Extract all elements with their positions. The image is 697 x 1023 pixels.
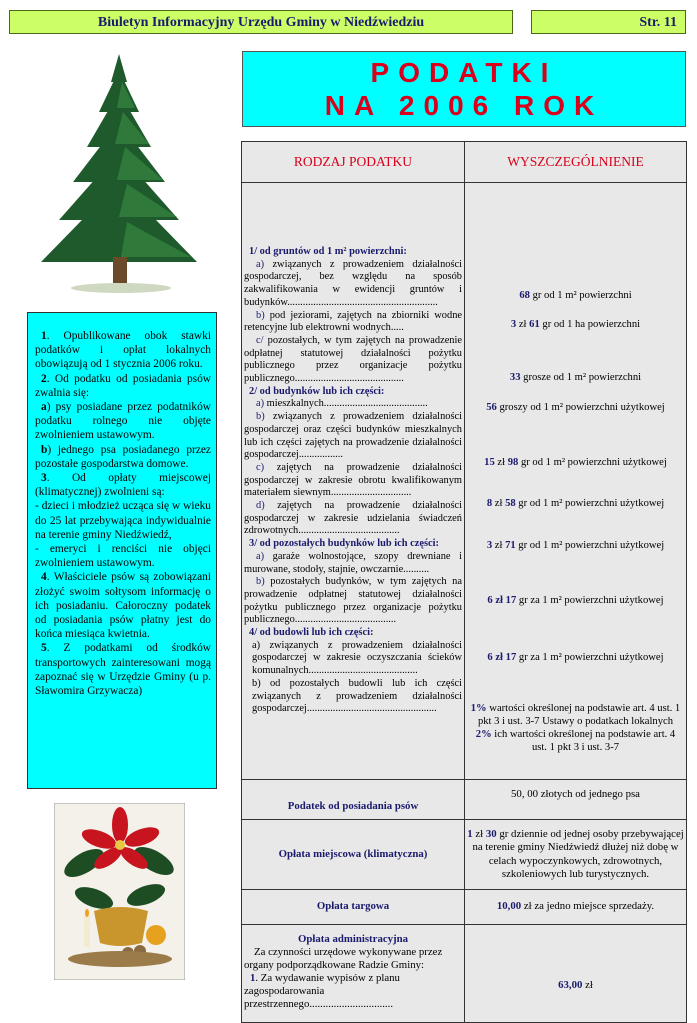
admin-fee-description: Za czynności urzędowe wykonywane przez organy podporządkowane Radzie Gminy: <box>244 946 443 972</box>
page-number: Str. 11 <box>531 10 686 34</box>
info-p2a: a) psy posiadane przez podatników podatku rolnego nie objęte zwolnieniem ustawowym. <box>35 401 211 442</box>
item-2b: b) związanych z prowadzeniem działalności gospodarczej oraz części budynków mieszkalnych lub ich części zajętych na prowadzenie działalności gospodarczej................. <box>244 411 462 461</box>
page-title <box>242 51 686 127</box>
rate-2a: 56 groszy od 1 m² powierzchni użytkowej <box>486 402 665 414</box>
info-box <box>27 312 217 789</box>
item-1a: a) związanych z prowadzeniem działalności gospodarczej, bez względu na sposób zakwalifikowania w ewidencji gruntów i budynków.......................................................... <box>244 258 462 308</box>
title-line-1: PODATKI <box>370 57 558 88</box>
item-4b: b) od pozostałych budowli lub ich części związanych z prowadzeniem działalności gospodarczej.................................................. <box>252 677 462 715</box>
land-building-tax-types <box>242 183 465 780</box>
section-3-heading: 3/ od pozostałych budynków lub ich części: <box>249 538 439 550</box>
item-3b: b) pozostałych budynków, w tym zajętych na prowadzenie odpłatnej statutowej działalności pożytku publicznego przez organizacje pożytku publicznego....................................... <box>244 576 462 626</box>
bulletin-title: Biuletyn Informacyjny Urzędu Gminy w Niedźwiedziu <box>9 10 513 34</box>
table-row <box>242 820 687 890</box>
dog-tax-label: Podatek od posiadania psów <box>242 780 465 820</box>
resort-fee-label: Opłata miejscowa (klimatyczna) <box>242 820 465 890</box>
rate-2c: 8 zł 58 gr od 1 m² powierzchni użytkowej <box>486 498 665 510</box>
resort-fee-rate: 1 zł 30 gr dziennie od jednej osoby przebywającej na terenie gminy Niedźwiedź dłużej niż dobę w celach wypoczynkowych, zdrowotnych, szkoleniowych lub turystycznych. <box>465 820 687 890</box>
info-p3a: - dzieci i młodzież ucząca się w wieku do 25 lat przebywająca indywidualnie na terenie gminy Niedźwiedź, <box>35 500 211 541</box>
rate-1c: 33 grosze od 1 m² powierzchni <box>509 372 642 384</box>
table-row <box>242 925 687 1023</box>
admin-fee-item-1: 1. Za wydawanie wypisów z planu zagospodarowania przestrzennego............................... <box>244 972 400 1011</box>
dog-tax-rate: 50, 00 złotych od jednego psa <box>465 780 687 820</box>
tax-table <box>241 141 687 1023</box>
rate-2b: 15 zł 98 gr od 1 m² powierzchni użytkowej <box>484 457 667 469</box>
item-1b: b) pod jeziorami, zajętych na zbiorniki wodne retencyjne lub elektrowni wodnych..... <box>244 309 462 334</box>
info-p1: 1. Opublikowane obok stawki podatków i opłat lokalnych obowiązują od 1 stycznia 2006 roku. <box>35 330 211 371</box>
item-4a: a) związanych z prowadzeniem działalności gospodarczej w zakresie oczyszczania ścieków komunalnych.......................................... <box>252 639 462 677</box>
poinsettia-image <box>54 803 185 980</box>
rate-1a: 68 gr od 1 m² powierzchni <box>519 290 632 301</box>
rate-3b: 6 zł 17 gr za 1 m² powierzchni użytkowej <box>487 651 664 663</box>
info-p5: 5. Z podatkami od środków transportowych zainteresowani mogą zapoznać się w Urzędzie Gminy (u p. Sławomira Grzywacza) <box>35 642 211 698</box>
rate-1b: 3 zł 61 gr od 1 ha powierzchni <box>510 319 641 331</box>
table-row <box>242 780 687 820</box>
item-2d: d) zajętych na prowadzenie działalności gospodarczej w zakresie udzielania świadczeń zdrowotnych....................................... <box>244 500 462 537</box>
section-4-heading: 4/ od budowli lub ich części: <box>249 627 374 639</box>
item-2a: a) mieszkalnych........................................ <box>256 398 428 410</box>
market-fee-rate: 10,00 zł za jedno miejsce sprzedaży. <box>465 890 687 925</box>
market-fee-label: Opłata targowa <box>242 890 465 925</box>
rate-2d: 3 zł 71 gr od 1 m² powierzchni użytkowej <box>486 539 665 551</box>
info-p4: 4. Właściciele psów są zobowiązani złożyć swoim sołtysom informację o ich posiadaniu. Całoroczny podatek od posiadania psów płatny jest do końca miesiąca kwietnia. <box>35 571 211 641</box>
admin-fee-heading: Opłata administracyjna <box>297 933 409 945</box>
info-p3b: - emeryci i renciści nie objęci zwolnieniem ustawowym. <box>35 543 211 570</box>
rate-4b: 2% ich wartości określonej na podstawie art. 4 ust. 1 pkt 3 i ust. 3-7 <box>475 729 676 754</box>
rate-3a: 6 zł 17 gr za 1 m² powierzchni użytkowej <box>487 594 664 606</box>
info-p3: 3. Od opłaty miejscowej (klimatycznej) zwolnieni są: <box>35 472 211 499</box>
land-building-tax-rates <box>465 183 687 780</box>
col-header-type: RODZAJ PODATKU <box>242 142 465 183</box>
item-2c: c) zajętych na prowadzenie działalności gospodarczej w zakresie obrotu kwalifikowanym materiałem siewnym............................... <box>244 461 462 499</box>
section-1-heading: 1/ od gruntów od 1 m² powierzchni: <box>249 245 407 257</box>
section-2-heading: 2/ od budynków lub ich części: <box>249 385 385 397</box>
item-3a: a) garaże wolnostojące, szopy drewniane i murowane, stodoły, stajnie, owczarnie.......... <box>244 550 462 575</box>
col-header-details: WYSZCZEGÓLNIENIE <box>465 142 687 183</box>
christmas-tree-image <box>27 52 215 298</box>
info-p2b: b) jednego psa posiadanego przez pozostałe gospodarstwa domowe. <box>35 443 211 470</box>
item-1c: c/ pozostałych, w tym zajętych na prowadzenie odpłatnej statutowej działalności pożytku publicznego przez organizacje pożytku publicznego.......................................... <box>244 334 462 385</box>
title-line-2: NA 2006 ROK <box>324 90 604 121</box>
table-row <box>242 890 687 925</box>
info-p2: 2. Od podatku od posiadania psów zwalnia się: <box>35 372 211 399</box>
table-row <box>242 183 687 780</box>
rate-4a: 1% wartości określonej na podstawie art. 4 ust. 1 pkt 3 i ust. 3-7 Ustawy o podatkach lokalnych <box>470 702 681 727</box>
table-header-row <box>242 142 687 183</box>
admin-fee-label <box>242 925 465 1023</box>
admin-fee-rate: 63,00 zł <box>465 925 687 1023</box>
